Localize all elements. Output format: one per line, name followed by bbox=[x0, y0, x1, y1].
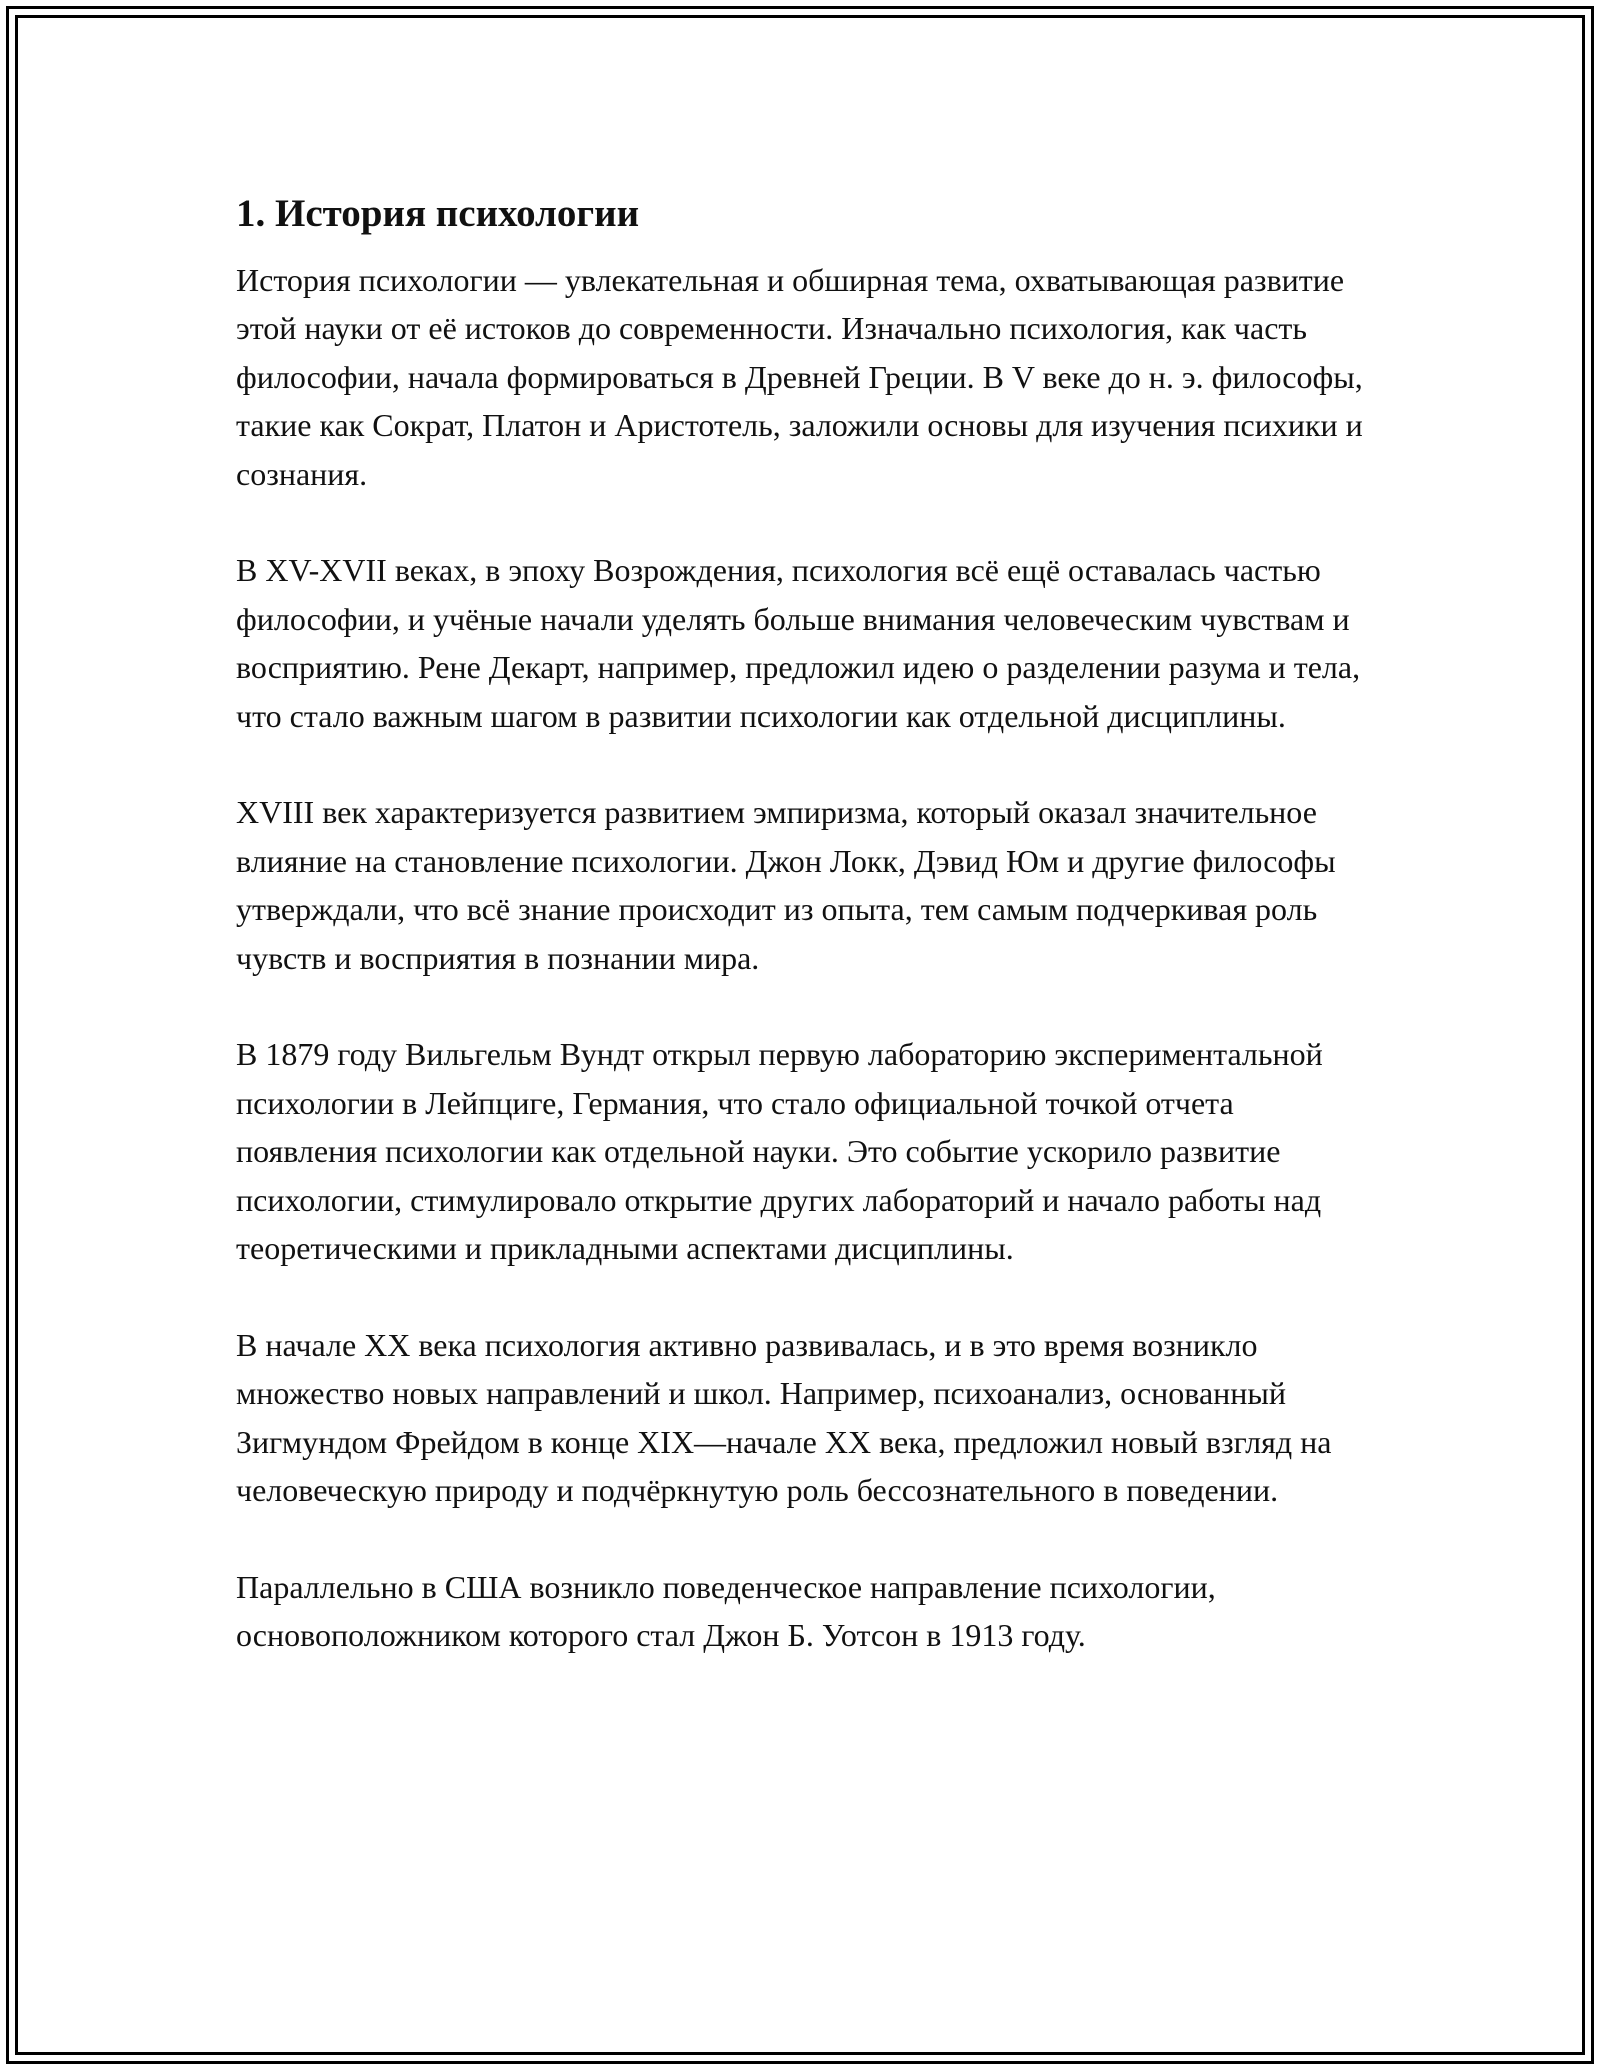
section-heading: 1. История психологии bbox=[236, 192, 640, 235]
paragraph-behaviorism: Параллельно в США возникло поведенческое направление психологии, основоположником которого стал Джон Б. Уотсон в 1913 году. bbox=[236, 1568, 1216, 1654]
paragraph-wundt-laboratory: В 1879 году Вильгельм Вундт открыл первую лабораторию экспериментальной психологии в Лейпциге, Германия, что стало официальной точкой отчета появления психологии как отдельной науки. Это событие ускорило развитие психологии, стимулировало открытие других лабораторий и начало работы над теоретическими и прикладными аспектами дисциплины. bbox=[236, 1036, 1323, 1267]
paragraph-ancient-greece: История психологии — увлекательная и обширная тема, охватывающая развитие этой науки от её истоков до современности. Изначально психология, как часть философии, начала формироваться в Древней Греции. В V веке до н. э. философы, такие как Сократ, Платон и Аристотель, заложили основы для изучения психики и сознания. bbox=[236, 262, 1363, 492]
paragraph-empiricism: XVIII век характеризуется развитием эмпиризма, который оказал значительное влияние на становление психологии. Джон Локк, Дэвид Юм и другие философы утверждали, что всё знание происходит из опыта, тем самым подчеркивая роль чувств и восприятия в познании мира. bbox=[236, 794, 1336, 976]
paragraph-renaissance: В XV-XVII веках, в эпоху Возрождения, психология всё ещё оставалась частью философии, и учёные начали уделять больше внимания человеческим чувствам и восприятию. Рене Декарт, например, предложил идею о разделении разума и тела, что стало важным шагом в развитии психологии как отдельной дисциплины. bbox=[236, 552, 1361, 734]
paragraph-psychoanalysis: В начале XX века психология активно развивалась, и в это время возникло множество новых направлений и школ. Например, психоанализ, основанный Зигмундом Фрейдом в конце XIX—начале XX века, предложил новый взгляд на человеческую природу и подчёркнутую роль бессознательного в поведении. bbox=[236, 1326, 1332, 1509]
document-body bbox=[236, 186, 1376, 1708]
